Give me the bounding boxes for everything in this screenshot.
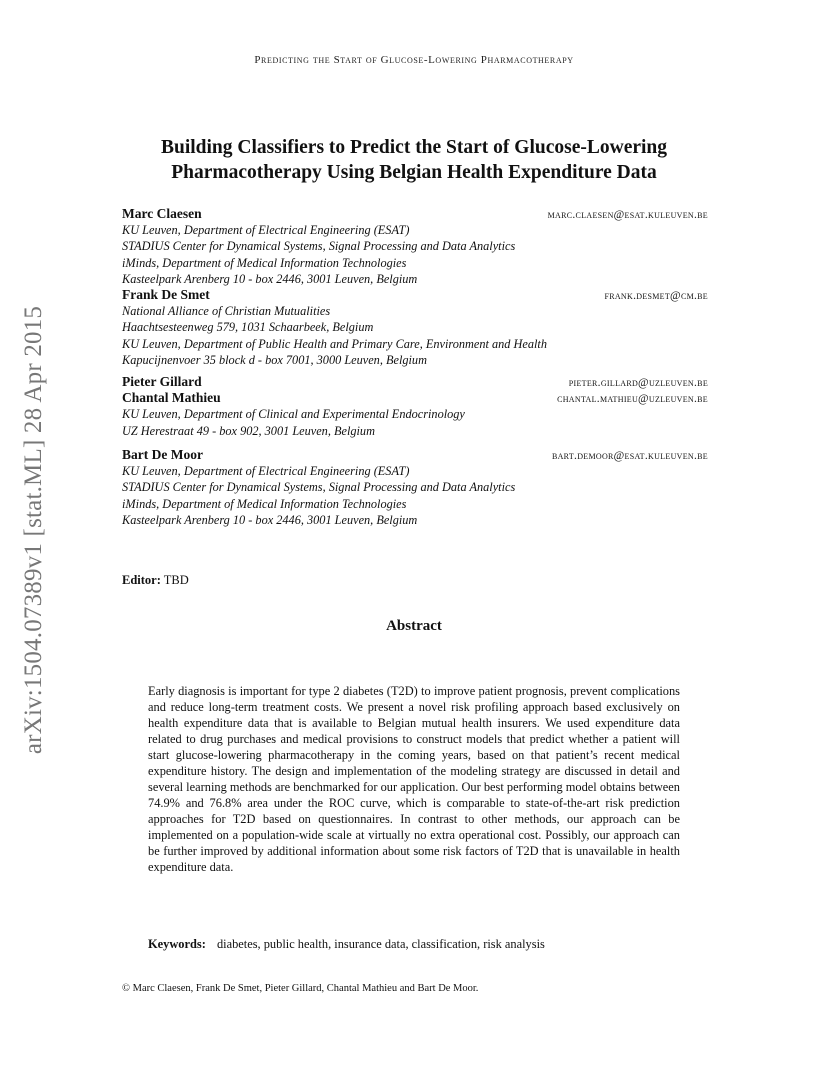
- author-name: Bart De Moor: [122, 446, 203, 462]
- affiliation-line: STADIUS Center for Dynamical Systems, Signal Processing and Data Analytics: [122, 480, 516, 495]
- author-email: chantal.mathieu@uzleuven.be: [557, 393, 708, 406]
- editor-line: [122, 573, 189, 588]
- arxiv-identifier-text: arXiv:1504.07389v1 [stat.ML] 28 Apr 2015: [20, 305, 47, 755]
- author-email: marc.claesen@esat.kuleuven.be: [547, 209, 708, 221]
- author-desmet: [122, 287, 708, 303]
- title-line-1: Building Classifiers to Predict the Start of Glucose-Lowering: [160, 137, 668, 158]
- affiliation-line: iMinds, Department of Medical Information Technologies: [122, 496, 407, 511]
- author-name: Frank De Smet: [122, 287, 210, 303]
- running-head: Predicting the Start of Glucose-Lowering Pharmacotherapy: [254, 54, 574, 66]
- affiliation-line: STADIUS Center for Dynamical Systems, Signal Processing and Data Analytics: [122, 239, 516, 254]
- author-claesen: [122, 206, 708, 222]
- affiliation-line: KU Leuven, Department of Electrical Engineering (ESAT): [122, 463, 410, 478]
- title-line-2: Pharmacotherapy Using Belgian Health Expenditure Data: [171, 162, 657, 183]
- arxiv-identifier-stamp: [20, 280, 48, 780]
- keywords-value: diabetes, public health, insurance data, classification, risk analysis: [216, 937, 545, 951]
- author-mathieu: [122, 390, 708, 406]
- author-name: Chantal Mathieu: [122, 390, 221, 406]
- affiliation-line: KU Leuven, Department of Clinical and Experimental Endocrinology: [122, 407, 465, 422]
- affiliation-line: Kasteelpark Arenberg 10 - box 2446, 3001 Leuven, Belgium: [122, 271, 418, 286]
- affiliation-line: Kasteelpark Arenberg 10 - box 2446, 3001 Leuven, Belgium: [122, 512, 418, 527]
- author-email: pieter.gillard@uzleuven.be: [568, 377, 708, 390]
- affiliation-line: UZ Herestraat 49 - box 902, 3001 Leuven, Belgium: [122, 423, 375, 438]
- author-name: Pieter Gillard: [122, 374, 202, 390]
- editor-value: TBD: [163, 573, 189, 587]
- affiliation-line: iMinds, Department of Medical Information Technologies: [122, 255, 407, 270]
- author-email: bart.demoor@esat.kuleuven.be: [551, 449, 708, 462]
- copyright-notice: © Marc Claesen, Frank De Smet, Pieter Gillard, Chantal Mathieu and Bart De Moor.: [122, 983, 479, 994]
- paper-title: [60, 135, 768, 185]
- editor-label: Editor:: [122, 573, 161, 587]
- affiliation-line: Haachtsesteenweg 579, 1031 Schaarbeek, Belgium: [122, 320, 374, 335]
- abstract-text: Early diagnosis is important for type 2 diabetes (T2D) to improve patient prognosis, prevent complications and reduce long-term treatment costs. We present a novel risk profiling approach based exclusively on health expenditure data that is available to Belgian mutual health insurers. We used expenditure data related to drug purchases and medical provisions to construct models that predict whether a patient will start glucose-lowering pharmacotherapy in the coming years, based on that patient’s recent medical expenditure history. The design and implementation of the modeling strategy are discussed in detail and several learning methods are benchmarked for our application. Our best performing model obtains between 74.9% and 76.8% area under the ROC curve, which is comparable to state-of-the-art risk prediction approaches for T2D based on questionnaires. In contrast to other methods, our approach can be implemented on a population-wide scale at virtually no extra operational cost. Possibly, our approach can be further improved by additional information about some risk factors of T2D that is unavailable in health expenditure data.: [148, 684, 680, 874]
- keywords-line: [148, 937, 688, 952]
- author-email: frank.desmet@cm.be: [604, 290, 708, 303]
- author-name: Marc Claesen: [122, 206, 202, 221]
- abstract-heading: Abstract: [386, 618, 442, 634]
- affiliation-line: Kapucijnenvoer 35 block d - box 7001, 3000 Leuven, Belgium: [122, 353, 427, 368]
- affiliation-line: KU Leuven, Department of Electrical Engineering (ESAT): [122, 223, 410, 237]
- affiliation-line: KU Leuven, Department of Public Health and Primary Care, Environment and Health: [122, 336, 547, 351]
- author-block: [122, 206, 708, 528]
- affiliation-line: National Alliance of Christian Mutualities: [122, 304, 331, 319]
- keywords-label: Keywords:: [148, 937, 206, 951]
- author-demoor: [122, 447, 708, 463]
- author-gillard: [122, 374, 708, 390]
